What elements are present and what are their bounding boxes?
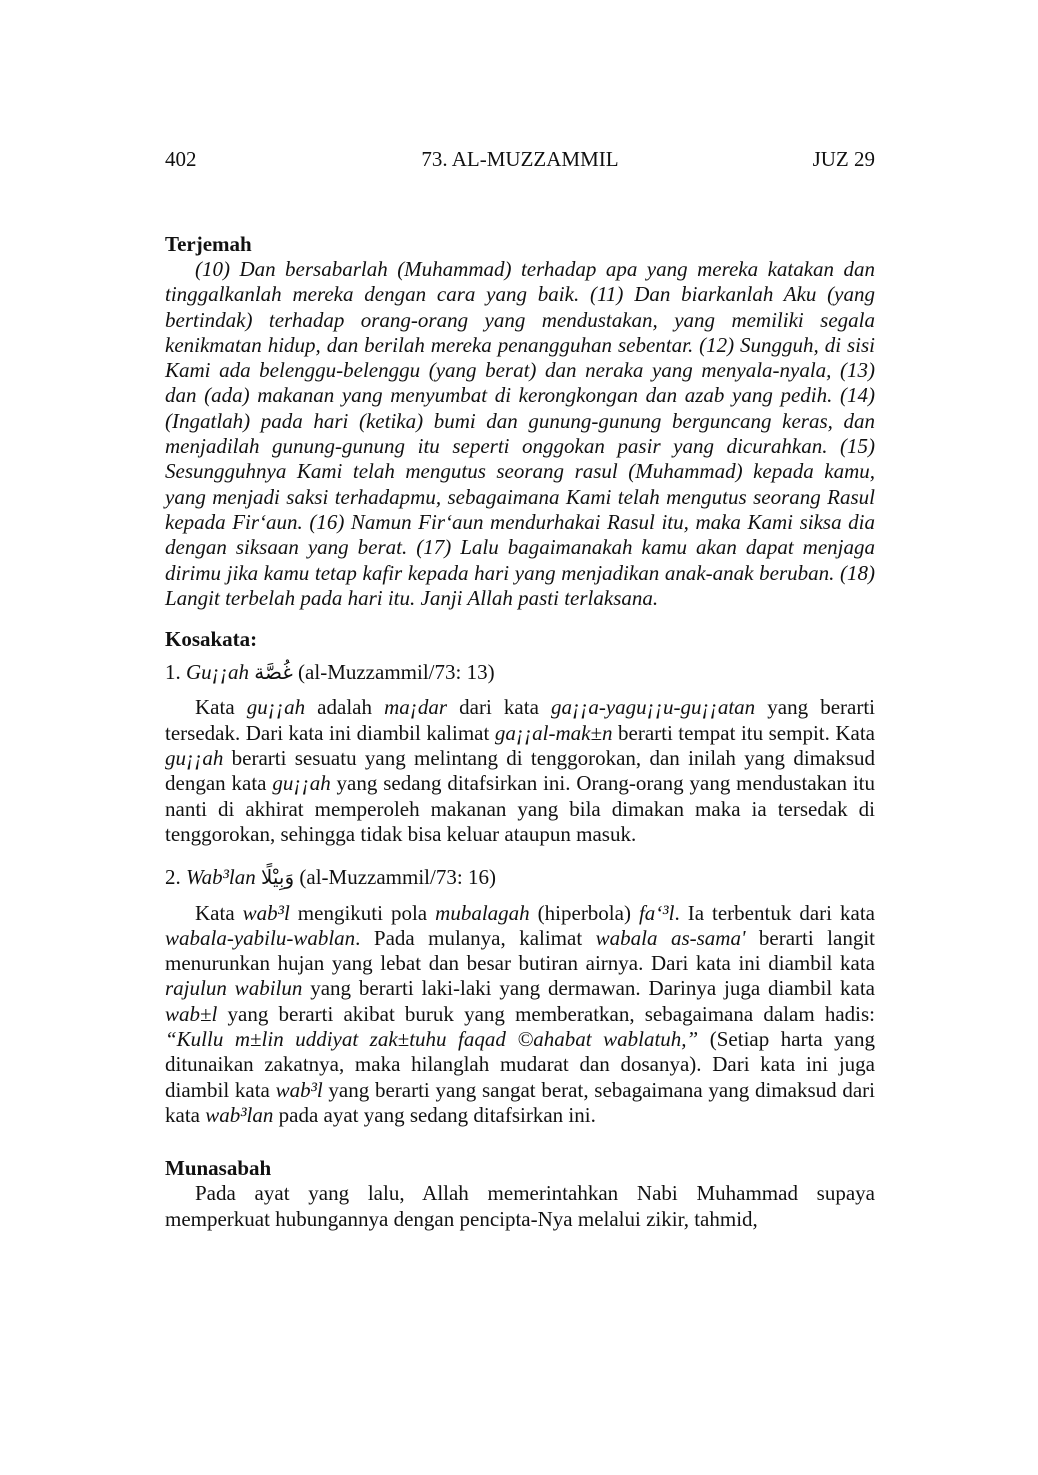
munasabah-heading: Munasabah <box>165 1156 272 1181</box>
kosakata-item-2-title <box>165 865 875 890</box>
term-wabilan: Wab³lan <box>186 865 256 890</box>
kosakata-heading: Kosakata: <box>165 627 258 652</box>
item-number: 1. <box>165 660 181 685</box>
term-gussah: Gu¡¡ah <box>186 660 250 685</box>
munasabah-text: Pada ayat yang lalu, Allah memerintahkan Nabi Muhammad supaya memperkuat hubungannya dengan pencipta-Nya melalui zikir, tahmid, <box>165 1181 875 1231</box>
page-number: 402 <box>165 147 197 171</box>
surah-title: 73. AL-MUZZAMMIL <box>421 147 619 171</box>
item-number: 2. <box>165 865 181 890</box>
arabic-word: وَبِيْلًا <box>260 865 295 890</box>
page-content <box>165 232 875 1232</box>
juz-label: JUZ 29 <box>812 147 875 171</box>
kosakata-section <box>165 627 875 1128</box>
munasabah-section <box>165 1156 875 1232</box>
verse-reference: (al-Muzzammil/73: 16) <box>299 865 496 890</box>
arabic-word: غُصَّة <box>254 660 293 685</box>
verse-reference: (al-Muzzammil/73: 13) <box>298 660 495 685</box>
kosakata-item-1-body: Kata gu¡¡ah adalah ma¡dar dari kata ga¡¡a-yagu¡¡u-gu¡¡atan yang berarti tersedak. Dari kata ini diambil kalimat ga¡¡al-mak±n berarti tempat itu sempit. Kata gu¡¡ah berarti sesuatu yang melintang di tenggorokan, dan inilah yang dimaksud dengan kata gu¡¡ah yang sedang ditafsirkan ini. Orang-orang yang mendustakan itu nanti di akhirat memperoleh makanan yang bila dimakan maka ia tersedak di tenggorokan, sehingga tidak bisa keluar ataupun masuk. <box>165 695 876 846</box>
kosakata-item-2-body: Kata wab³l mengikuti pola mubalagah (hiperbola) fa‘³l. Ia terbentuk dari kata wabala-yabilu-wablan. Pada mulanya, kalimat wabala as-sama' berarti langit menurunkan hujan yang lebat dan besar butiran airnya. Dari kata ini diambil kata rajulun wabilun yang berarti laki-laki yang dermawan. Darinya juga diambil kata wab±l yang berarti akibat buruk yang memberatkan, sebagaimana dalam hadis: “Kullu m±lin uddiyat zak±tuhu faqad ©ahabat wablatuh,” (Setiap harta yang ditunaikan zakatnya, maka hilanglah mudarat dan dosanya). Dari kata ini juga diambil kata wab³l yang berarti yang sangat berat, sebagaimana yang dimaksud dari kata wab³lan pada ayat yang sedang ditafsirkan ini. <box>165 900 875 1127</box>
terjemah-heading: Terjemah <box>165 232 252 256</box>
terjemah-section <box>165 232 875 611</box>
kosakata-item-1-title <box>165 660 875 685</box>
terjemah-text: (10) Dan bersabarlah (Muhammad) terhadap apa yang mereka katakan dan tinggalkanlah mereka dengan cara yang baik. (11) Dan biarkanlah Aku (yang bertindak) terhadap orang-orang yang mendustakan, yang memiliki segala kenikmatan hidup, dan berilah mereka penangguhan sebentar. (12) Sungguh, di sisi Kami ada belenggu-belenggu (yang berat) dan neraka yang menyala-nyala, (13) dan (ada) makanan yang menyumbat di kerongkongan dan azab yang pedih. (14) (Ingatlah) pada hari (ketika) bumi dan gunung-gunung berguncang keras, dan menjadilah gunung-gunung itu seperti onggokan pasir yang dicurahkan. (15) Sesungguhnya Kami telah mengutus seorang rasul (Muhammad) kepada kamu, yang menjadi saksi terhadapmu, sebagaimana Kami telah mengutus seorang Rasul kepada Fir‘aun. (16) Namun Fir‘aun mendurhakai Rasul itu, maka Kami siksa dia dengan siksaan yang berat. (17) Lalu bagaimanakah kamu akan dapat menjaga dirimu jika kamu tetap kafir kepada hari yang menjadikan anak-anak beruban. (18) Langit terbelah pada hari itu. Janji Allah pasti terlaksana. <box>165 257 875 610</box>
